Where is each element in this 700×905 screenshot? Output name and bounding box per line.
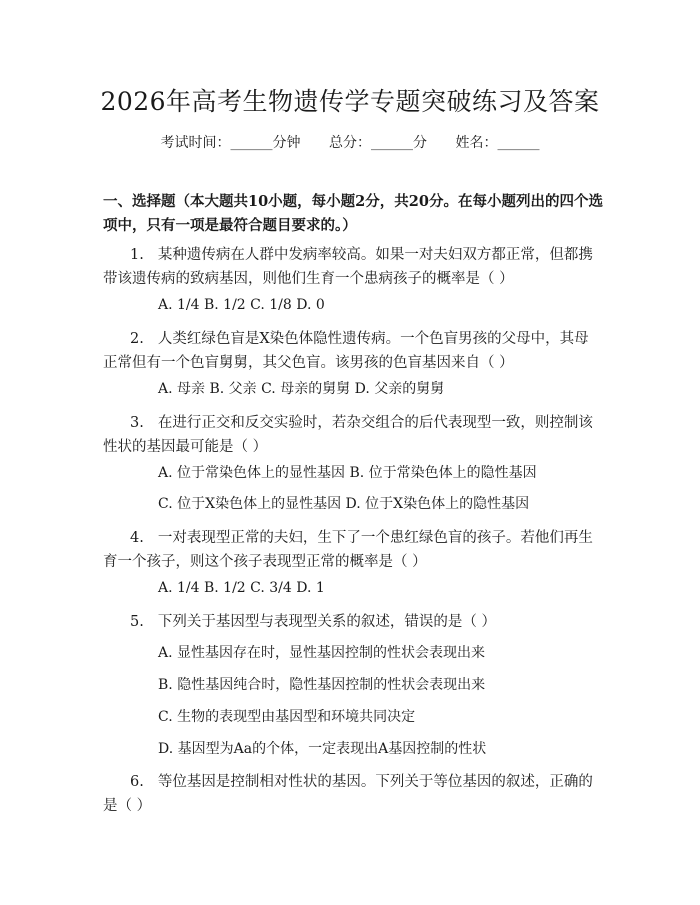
question-5 [103,610,600,634]
question-text: 人类红绿色盲是X染色体隐性遗传病。一个色盲男孩的父母中，其母正常但有一个色盲舅舅，其父色盲。该男孩的色盲基因来自（ ） [103,331,589,371]
exam-info-line [0,132,700,152]
page-title: 2026年高考生物遗传学专题突破练习及答案 [100,87,600,116]
question-5-option-c: C. 生物的表现型由基因型和环境共同决定 [158,709,416,725]
question-number: 5. [130,614,144,630]
question-5-option-a: A. 显性基因存在时，显性基因控制的性状会表现出来 [158,645,486,661]
question-text: 等位基因是控制相对性状的基因。下列关于等位基因的叙述，正确的是（ ） [103,774,593,814]
section-heading: 一、选择题（本大题共10小题，每小题2分，共20分。在每小题列出的四个选项中，只有一项是最符合题目要求的。） [103,193,603,234]
question-3-options-ab: A. 位于常染色体上的显性基因 B. 位于常染色体上的隐性基因 [158,465,537,481]
question-2-options: A. 母亲 B. 父亲 C. 母亲的舅舅 D. 父亲的舅舅 [158,381,445,397]
question-1-options: A. 1/4 B. 1/2 C. 1/8 D. 0 [158,297,325,313]
question-text: 某种遗传病在人群中发病率较高。如果一对夫妇双方都正常，但都携带该遗传病的致病基因，则他们生育一个患病孩子的概率是（ ） [103,247,593,287]
question-number: 4. [130,530,144,546]
question-3-options-cd: C. 位于X染色体上的显性基因 D. 位于X染色体上的隐性基因 [158,496,530,512]
name-field: 姓名：______ [455,135,540,151]
question-4 [103,526,600,574]
question-text: 一对表现型正常的夫妇，生下了一个患红绿色盲的孩子。若他们再生育一个孩子，则这个孩子表现型正常的概率是（ ） [103,530,593,570]
question-number: 3. [130,415,144,431]
question-5-option-d: D. 基因型为Aa的个体，一定表现出A基因控制的性状 [158,741,487,757]
question-3 [103,411,600,459]
question-text: 下列关于基因型与表现型关系的叙述，错误的是（ ） [157,614,496,630]
question-6 [103,770,600,818]
total-score-field: 总分：______分 [329,135,427,151]
question-5-option-b: B. 隐性基因纯合时，隐性基因控制的性状会表现出来 [158,677,486,693]
question-text: 在进行正交和反交实验时，若杂交组合的后代表现型一致，则控制该性状的基因最可能是（ ） [103,415,593,455]
question-number: 6. [130,774,144,790]
question-number: 2. [130,331,144,347]
question-2 [103,327,600,375]
question-number: 1. [130,247,144,263]
question-1 [103,243,600,291]
question-4-options: A. 1/4 B. 1/2 C. 3/4 D. 1 [158,580,325,596]
exam-time-field: 考试时间：______分钟 [160,135,301,151]
